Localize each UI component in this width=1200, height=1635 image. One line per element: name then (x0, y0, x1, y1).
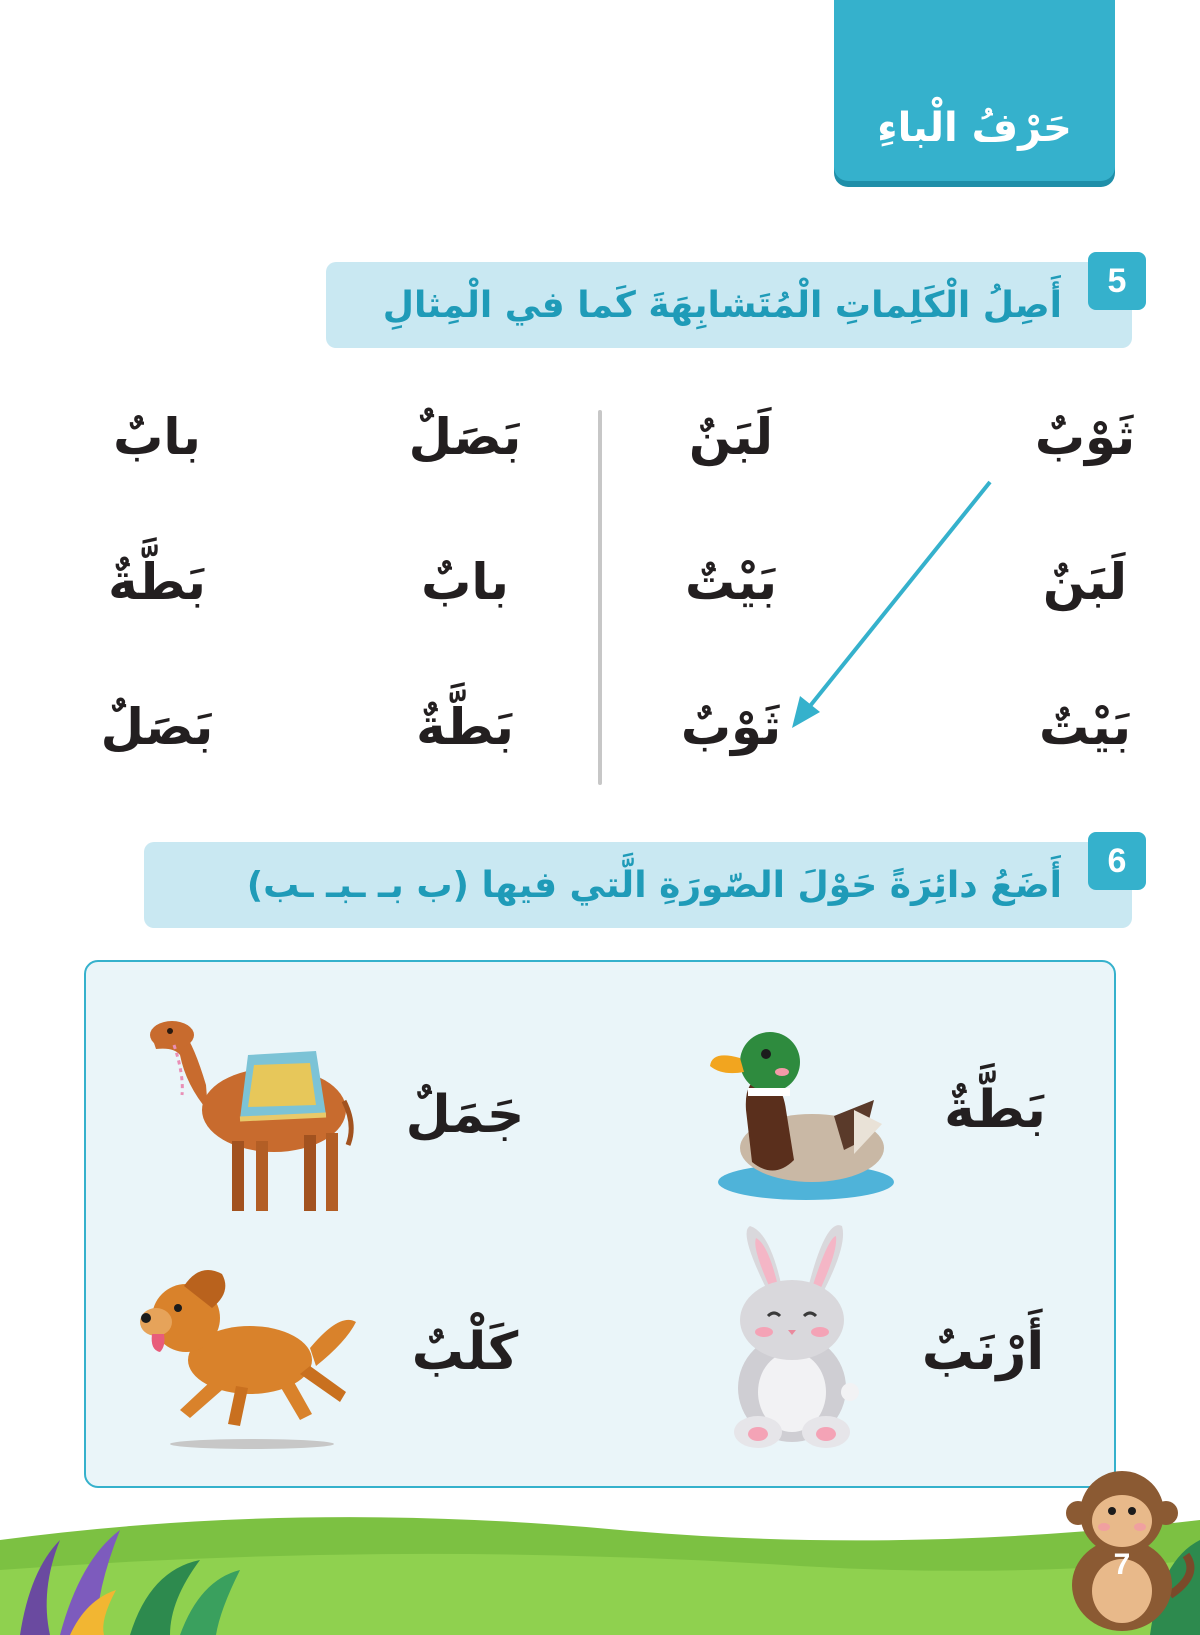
exercise-5-banner (326, 262, 1132, 348)
word-left-a-3[interactable]: بَطَّةٌ (416, 698, 514, 756)
exercise-5-number: 5 (1088, 252, 1146, 310)
word-left-b-1[interactable]: بابٌ (113, 408, 201, 466)
example-arrow-icon (780, 470, 1010, 740)
pic-word-rabbit: أَرْنَبٌ (921, 1322, 1045, 1382)
word-right-a-1[interactable]: ثَوْبٌ (1034, 408, 1136, 466)
word-right-b-1[interactable]: لَبَنٌ (688, 408, 774, 466)
ground-decoration (0, 1500, 1200, 1635)
word-left-b-2[interactable]: بَطَّةٌ (108, 553, 206, 611)
word-right-a-2[interactable]: لَبَنٌ (1042, 553, 1128, 611)
pic-word-dog: كَلْبٌ (411, 1322, 519, 1382)
word-left-a-2[interactable]: بابٌ (421, 553, 509, 611)
word-right-a-3[interactable]: بَيْتٌ (1038, 698, 1132, 756)
chapter-title-tab (834, 0, 1115, 181)
word-left-a-1[interactable]: بَصَلٌ (408, 408, 522, 466)
pic-word-camel: جَمَلٌ (405, 1085, 525, 1145)
column-divider (598, 410, 602, 785)
dog-icon[interactable] (140, 1262, 360, 1452)
duck-icon[interactable] (704, 1020, 894, 1205)
page-number: 7 (1113, 1548, 1131, 1581)
chapter-title: حَرْفُ الْباءِ (877, 105, 1072, 151)
word-right-b-2[interactable]: بَيْتٌ (684, 553, 778, 611)
exercise-6-banner (144, 842, 1132, 928)
exercise-5-instruction: أَصِلُ الْكَلِماتِ الْمُتَشابِهَةَ كَما في الْمِثالِ (382, 284, 1062, 326)
rabbit-icon[interactable] (708, 1222, 868, 1452)
exercise-6-instruction: أَضَعُ دائِرَةً حَوْلَ الصّورَةِ الَّتي فيها (ب بـ ـبـ ـب) (246, 864, 1062, 906)
pic-word-duck: بَطَّةٌ (944, 1080, 1046, 1140)
camel-icon[interactable] (144, 1015, 359, 1215)
word-right-b-3[interactable]: ثَوْبٌ (680, 698, 782, 756)
word-left-b-3[interactable]: بَصَلٌ (100, 698, 214, 756)
monkey-icon (1050, 1455, 1200, 1635)
exercise-6-number: 6 (1088, 832, 1146, 890)
